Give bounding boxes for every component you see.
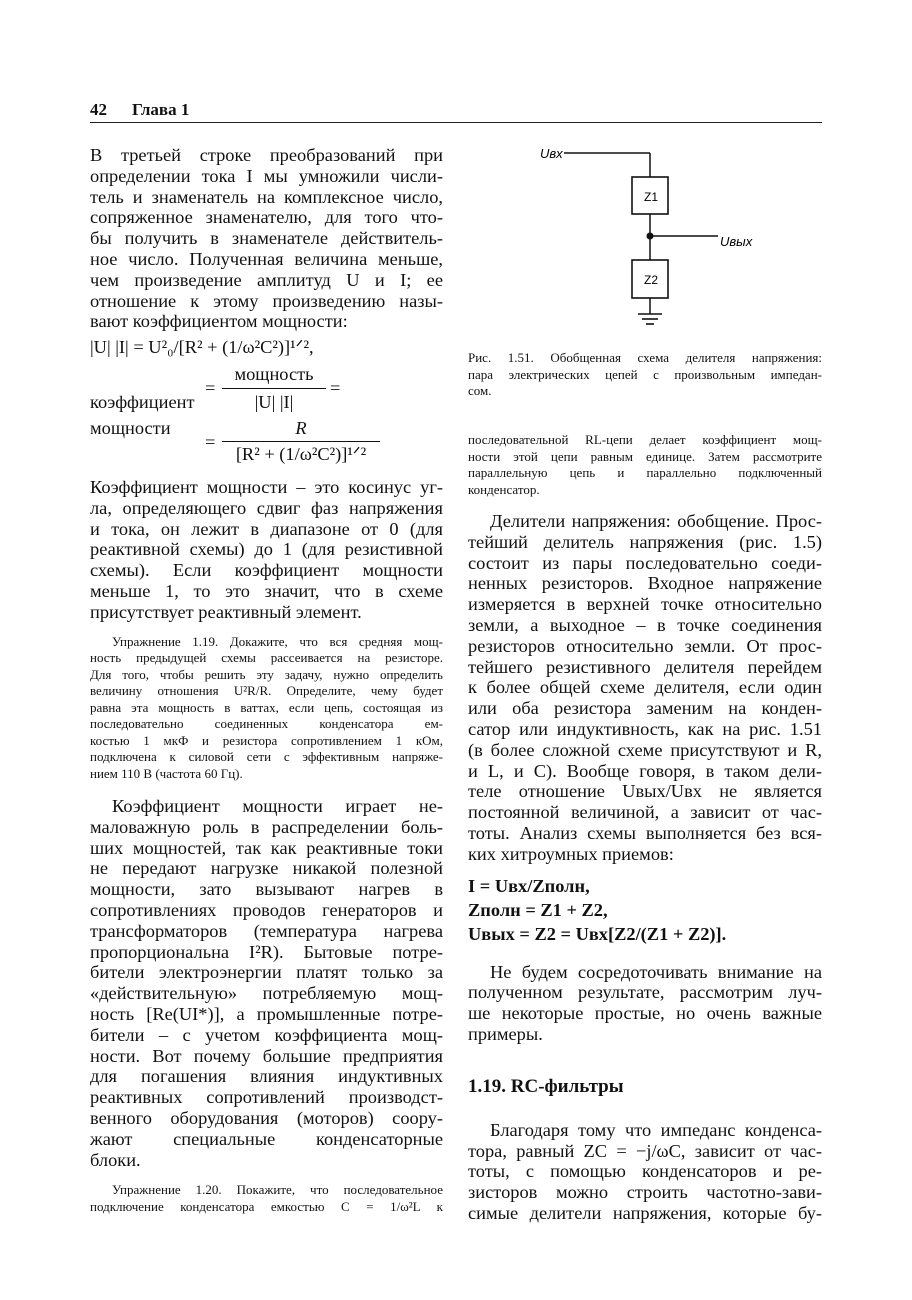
line: ших мощностей, так как реактивные токи [90, 837, 443, 858]
line: меньше 1, то это значит, что в схеме [90, 580, 443, 601]
line: мощности, зато вызывают нагрев в [90, 879, 443, 900]
line: жают специальные конденсаторные [90, 1128, 443, 1149]
line: тель и знаменатель на комплексное число, [90, 186, 443, 207]
line: (в более сложной схеме присутствуют и R, [468, 739, 822, 760]
equals-sign: = [205, 432, 216, 452]
equations-divider [468, 874, 822, 946]
line: сом. [468, 383, 492, 398]
line: бители – с учетом коэффициента мощ- [90, 1024, 443, 1045]
line: и L, и C). Вообще говоря, в таком дели- [468, 760, 822, 781]
line: Благодаря тому что импеданс конденса- [490, 1119, 822, 1140]
line: ненных резисторов. Входное напряжение [468, 573, 822, 594]
line: чем произведение амплитуд U и I; ее [90, 269, 443, 290]
paragraph-2 [90, 477, 443, 623]
exercise-1-19 [90, 634, 443, 783]
line: определении тока I мы умножили числи- [90, 165, 443, 186]
line: пропорциональна I²R). Бытовые потре- [90, 941, 443, 962]
line: пара электрических цепей с произвольным импедан- [468, 366, 822, 382]
line: тора, равный ZC = −j/ωC, зависит от час- [468, 1140, 822, 1161]
line: присутствует реактивный элемент. [90, 601, 362, 622]
page-header [90, 100, 822, 123]
line: ности этой цепи равным единице. Затем рассмотрите [468, 448, 822, 464]
line: сопротивлениях проводов генераторов и [90, 900, 443, 921]
paragraph-6 [468, 1120, 822, 1224]
line: тейший делитель напряжения (рис. 1.5) [468, 531, 822, 552]
line: схемы). Если коэффициент мощности [90, 560, 443, 581]
line: блоки. [90, 1149, 141, 1170]
line: последовательной RL-цепи делает коэффициент мощ- [468, 432, 822, 447]
line: примеры. [468, 1023, 543, 1044]
line: Упражнение 1.20. Покажите, что последовательное [112, 1182, 443, 1198]
line: бители электроэнергии платят только за [90, 962, 443, 983]
input-label: Uвх [540, 146, 563, 161]
voltage-divider-diagram [468, 140, 822, 340]
z2-label: Z2 [644, 273, 659, 287]
eq-label-coefficient: коэффициент [90, 392, 195, 412]
line: Делители напряжения: обобщение. Прос- [490, 511, 822, 531]
ground-icon [638, 314, 662, 324]
line: к более общей схеме делителя, если один [468, 677, 822, 698]
line: тоты, с помощью конденсаторов и ре- [468, 1161, 822, 1182]
fraction-bar-2 [222, 441, 380, 442]
fraction-numerator-1: мощность [234, 364, 314, 384]
paragraph-1 [90, 145, 443, 332]
line: резисторов относительно земли. От прос- [468, 635, 822, 656]
fraction-denominator-2: [R² + (1/ω²C²)]¹ᐟ² [235, 444, 367, 464]
line: подключена к силовой сети с эффективным напряже- [90, 749, 443, 765]
line: Рис. 1.51. Обобщенная схема делителя напряжения: [468, 350, 822, 365]
output-label: Uвых [720, 234, 753, 249]
line: маловажную роль в распределении боль- [90, 816, 443, 837]
equals-sign: = [330, 378, 341, 398]
line: вают коэффициентом мощности: [90, 311, 348, 332]
figure-caption [468, 350, 822, 400]
right-column [468, 432, 822, 1224]
line: В третьей строке преобразований при [90, 145, 443, 165]
line: ше некоторые простые, но очень важные [468, 1003, 822, 1024]
line: реактивной схемы) до 1 (для резистивной [90, 539, 443, 560]
equation-amplitude: |U| |I| = U²₀/[R² + (1/ω²C²)]¹ᐟ², [90, 337, 314, 357]
line: «действительную» потребляемую мощ- [90, 983, 443, 1004]
line: сопряженное знаменателю, для того что- [90, 207, 443, 228]
fraction-bar-1 [222, 388, 326, 389]
line: конденсатор. [468, 481, 540, 497]
line: параллельную цепь и параллельно подключенный [468, 465, 822, 480]
line: измеряется в верхней точке относительно [468, 594, 822, 615]
line: Коэффициент мощности – это косинус уг- [90, 477, 443, 497]
line: для погашения влияния индуктивных [90, 1066, 443, 1087]
line: ности. Вот почему большие предприятия [90, 1045, 443, 1066]
line: последовательно соединенных конденсатора ем- [90, 716, 443, 732]
equation-total-impedance: Zполн = Z1 + Z2, [468, 899, 608, 920]
equation-output-voltage: Uвых = Z2 = Uвх[Z2/(Z1 + Z2)]. [468, 923, 727, 944]
line: бы получить в знаменателе действитель- [90, 228, 443, 249]
z1-label: Z1 [644, 190, 659, 204]
eq-label-power: мощности [90, 418, 171, 438]
line: нием 110 В (частота 60 Гц). [90, 765, 243, 781]
paragraph-3 [90, 796, 443, 1170]
line: ких хитроумных приемов: [468, 843, 674, 864]
line: сатор или индуктивность, как на рис. 1.51 [468, 718, 822, 739]
line: земли, а выходное – в точке соединения [468, 614, 822, 635]
paragraph-5 [468, 962, 822, 1045]
section-heading: 1.19. RC-фильтры [468, 1075, 624, 1097]
line: теле отношение Uвых/Uвх не является [468, 781, 822, 802]
line: подключение конденсатора емкостью C = 1/ω²L к [90, 1198, 443, 1214]
line: не передают нагрузке никакой полезной [90, 858, 443, 879]
paragraph-4 [468, 511, 822, 865]
line: ность [Re(UI*)], а промышленные потре- [90, 1004, 443, 1025]
line: или оба резистора заменим на конден- [468, 698, 822, 719]
exercise-continuation [468, 432, 822, 498]
line: Коэффициент мощности играет не- [112, 796, 443, 817]
chapter-title: Глава 1 [132, 100, 190, 119]
equation-current: I = Uвх/Zполн, [468, 875, 590, 896]
line: постоянной величиной, а зависит от час- [468, 802, 822, 823]
line: ное число. Полученная величина меньше, [90, 248, 443, 269]
page-number: 42 [90, 100, 107, 119]
line: состоит из пары последовательно соеди- [468, 552, 822, 573]
line: отношение к этому произведению назы- [90, 290, 443, 311]
fraction-numerator-2: R [295, 418, 307, 438]
fraction-denominator-1: |U| |I| [254, 392, 294, 412]
line: зисторов можно строить частотно-зави- [468, 1182, 822, 1203]
line: Упражнение 1.19. Докажите, что вся средняя мощ- [112, 633, 443, 649]
equals-sign: = [205, 378, 216, 398]
line: Не будем сосредоточивать внимание на [490, 961, 822, 982]
line: венного оборудования (моторов) соору- [90, 1108, 443, 1129]
line: симые делители напряжения, которые бу- [468, 1202, 822, 1223]
exercise-1-20 [90, 1182, 443, 1215]
line: и тока, он лежит в диапазоне от 0 (для [90, 518, 443, 539]
line: реактивных сопротивлений производст- [90, 1087, 443, 1108]
line: тоты. Анализ схемы выполняется без вся- [468, 822, 822, 843]
line: костью 1 мкФ и резистора сопротивлением 1 кОм, [90, 732, 443, 748]
line: равна эта мощность в ваттах, если цепь, состоящая из [90, 699, 443, 715]
line: трансформаторов (температура нагрева [90, 920, 443, 941]
left-column [90, 145, 443, 332]
left-column-2 [90, 477, 443, 1215]
line: тейшего резистивного делителя перейдем [468, 656, 822, 677]
line: ла, определяющего сдвиг фаз напряжения [90, 497, 443, 518]
line: Для того, чтобы решить эту задачу, нужно определить [90, 666, 443, 682]
line: ность предыдущей схемы рассеивается на резисторе. [90, 650, 443, 666]
line: полученном результате, рассмотрим луч- [468, 982, 822, 1003]
line: величину отношения U²R/R. Определите, чему будет [90, 683, 443, 699]
